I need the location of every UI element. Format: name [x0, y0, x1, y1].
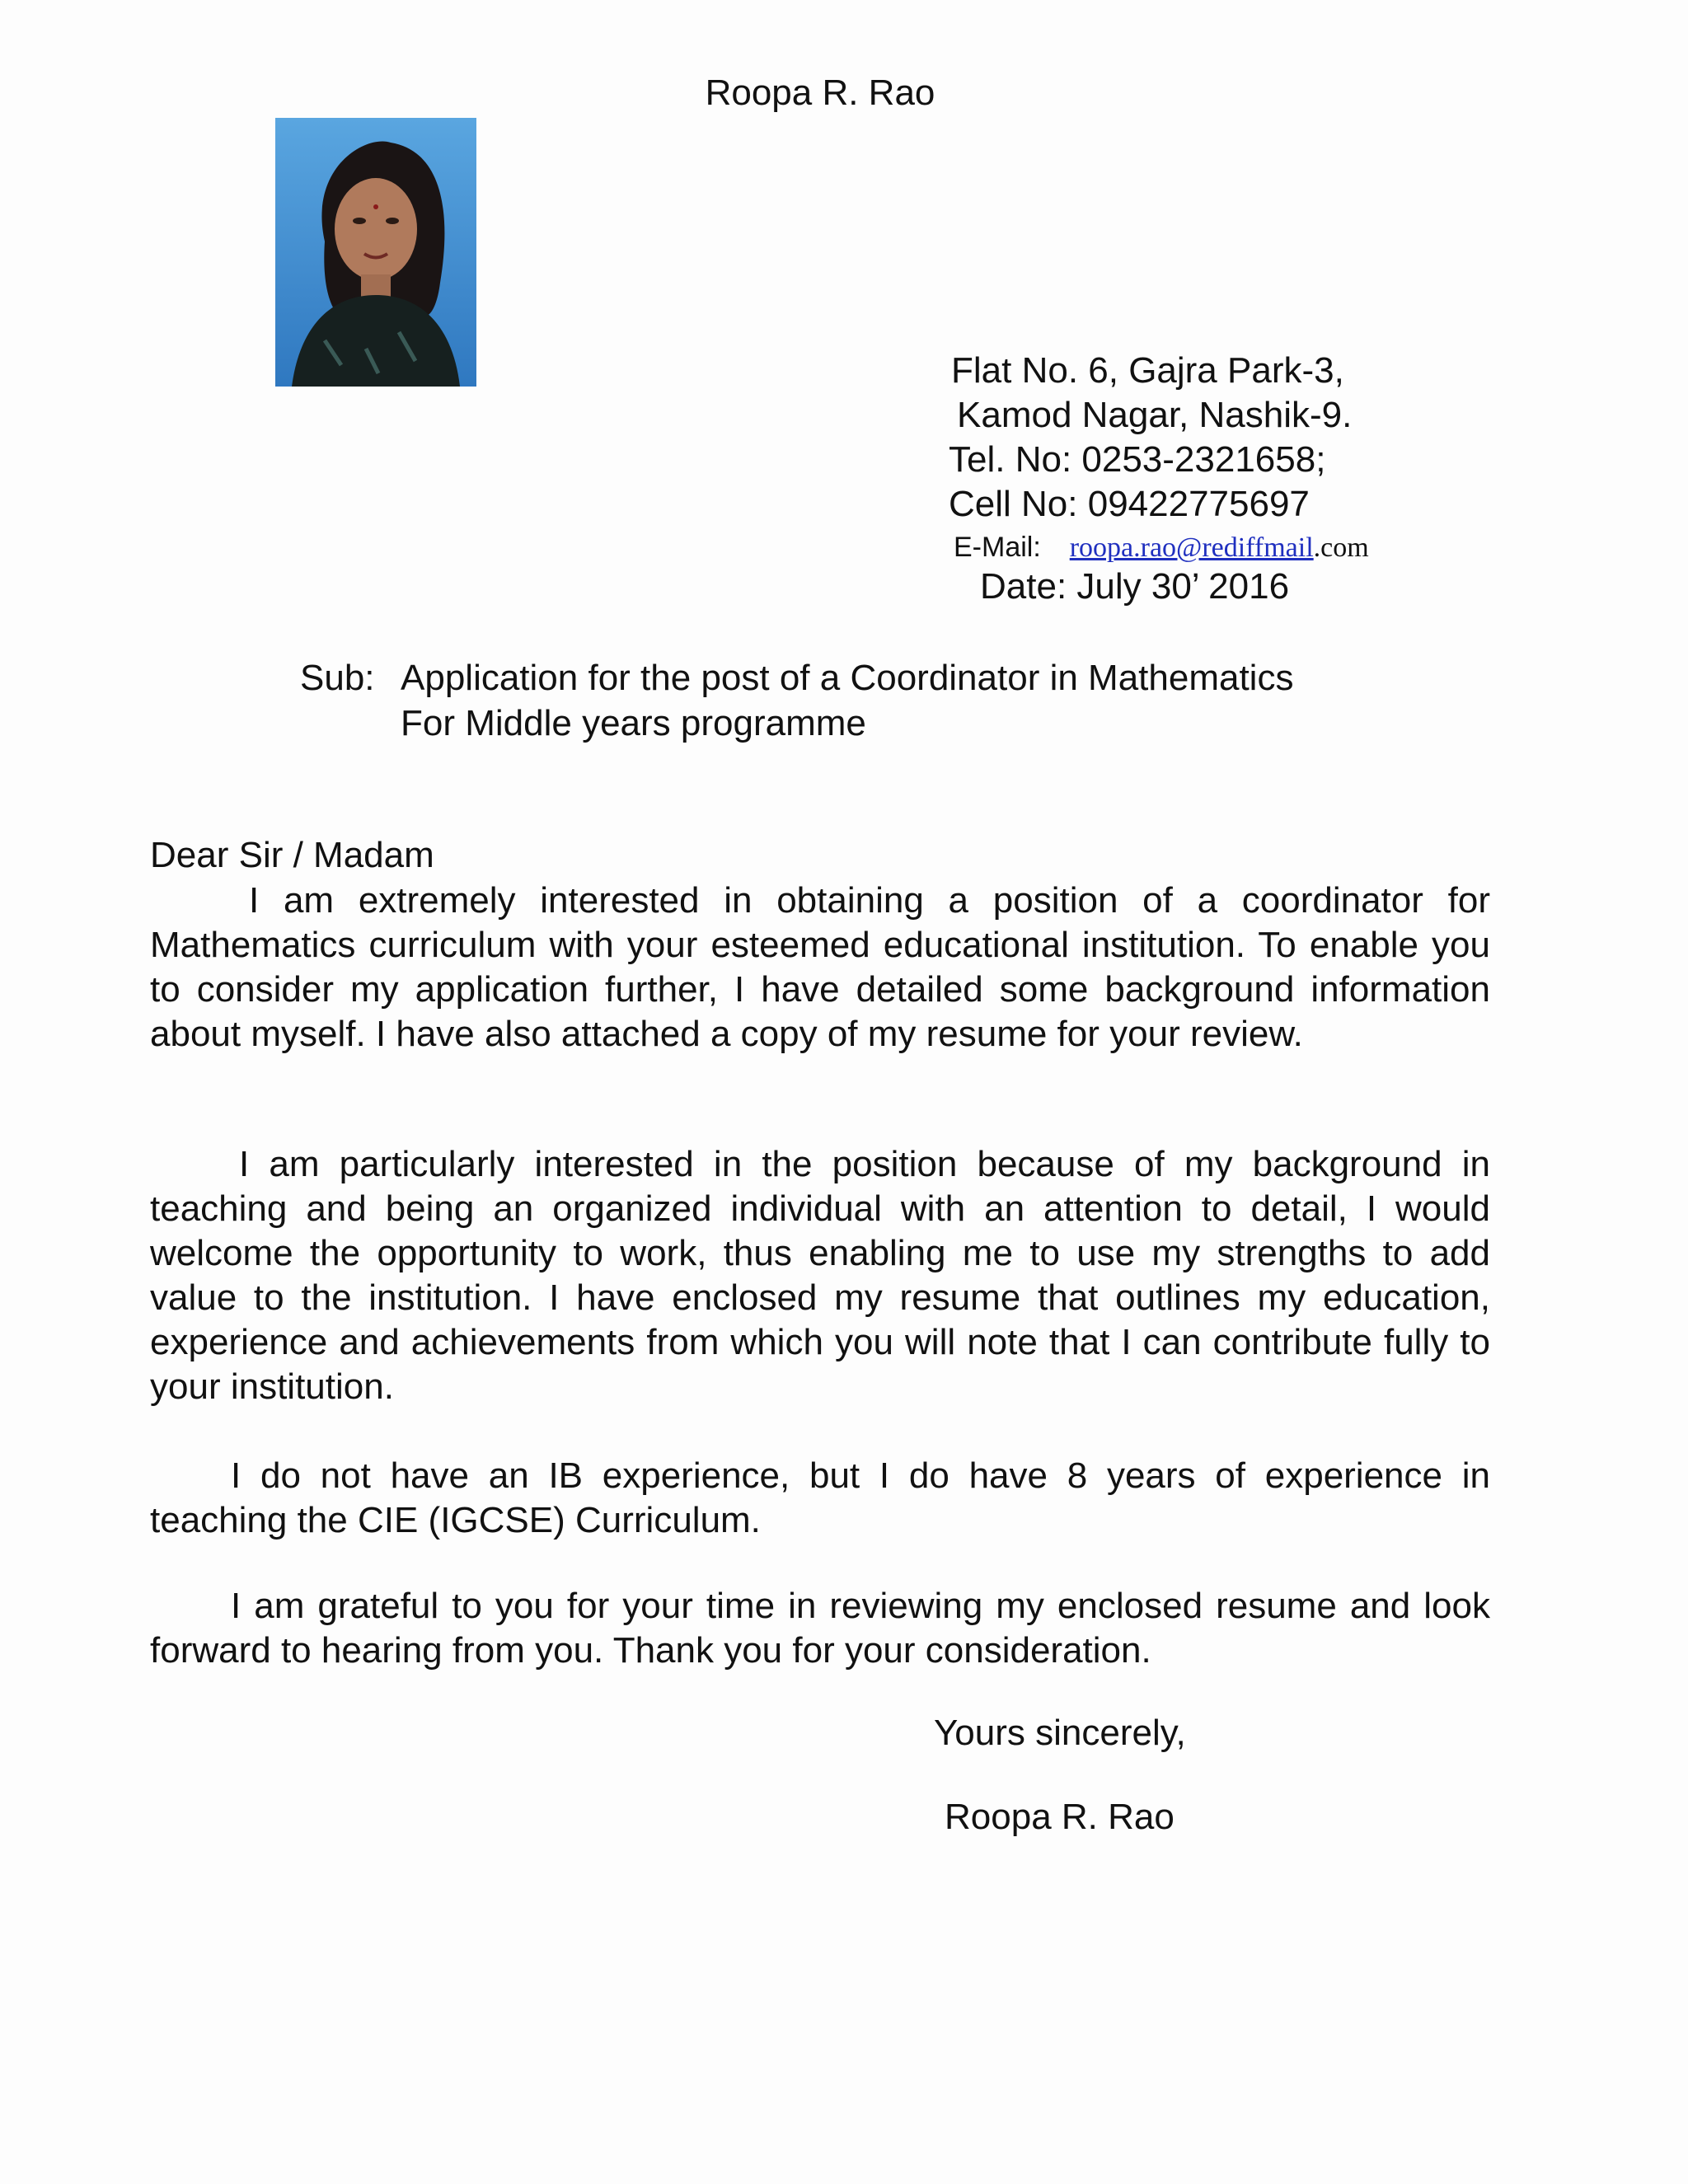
subject-line-2: For Middle years programme [401, 703, 866, 743]
email-suffix: .com [1313, 532, 1369, 563]
header-name: Roopa R. Rao [705, 73, 935, 113]
salutation: Dear Sir / Madam [150, 835, 434, 875]
subject-label: Sub: [300, 658, 375, 698]
email-label: E-Mail: [954, 532, 1041, 563]
paragraph-4: I am grateful to you for your time in reviewing my enclosed resume and look forward to hearing from you. Thank you for your consideration. [150, 1586, 1490, 1671]
telephone-number: Tel. No: 0253-2321658; [949, 439, 1326, 480]
closing: Yours sincerely, [934, 1713, 1186, 1753]
paragraph-3: I do not have an IB experience, but I do have 8 years of experience in teaching the CIE (IGCSE) Curriculum. [150, 1455, 1490, 1540]
signature-name: Roopa R. Rao [945, 1797, 1175, 1837]
paragraph-2: I am particularly interested in the position because of my background in teaching and being an organized individual with an attention to detail, I would welcome the opportunity to work, thus enabling me to use my strengths to add value to the institution. I have enclosed my resume that outlines my education, experience and achievements from which you will note that I can contribute fully to your institution. [150, 1144, 1490, 1407]
address-line-1: Flat No. 6, Gajra Park-3, [951, 350, 1344, 391]
address-line-2: Kamod Nagar, Nashik-9. [957, 395, 1353, 435]
applicant-photo [275, 118, 476, 387]
subject-line-1: Application for the post of a Coordinator in Mathematics [401, 658, 1294, 698]
letter-date: Date: July 30’ 2016 [980, 566, 1290, 607]
email-link[interactable]: roopa.rao@rediffmail [1069, 532, 1314, 563]
cell-number: Cell No: 09422775697 [949, 484, 1310, 524]
paragraph-1: I am extremely interested in obtaining a position of a coordinator for Mathematics curriculum with your esteemed educational institution. To enable you to consider my application further, I have detailed some background information about myself. I have also attached a copy of my resume for your review. [150, 880, 1490, 1054]
email-line [954, 532, 1369, 564]
